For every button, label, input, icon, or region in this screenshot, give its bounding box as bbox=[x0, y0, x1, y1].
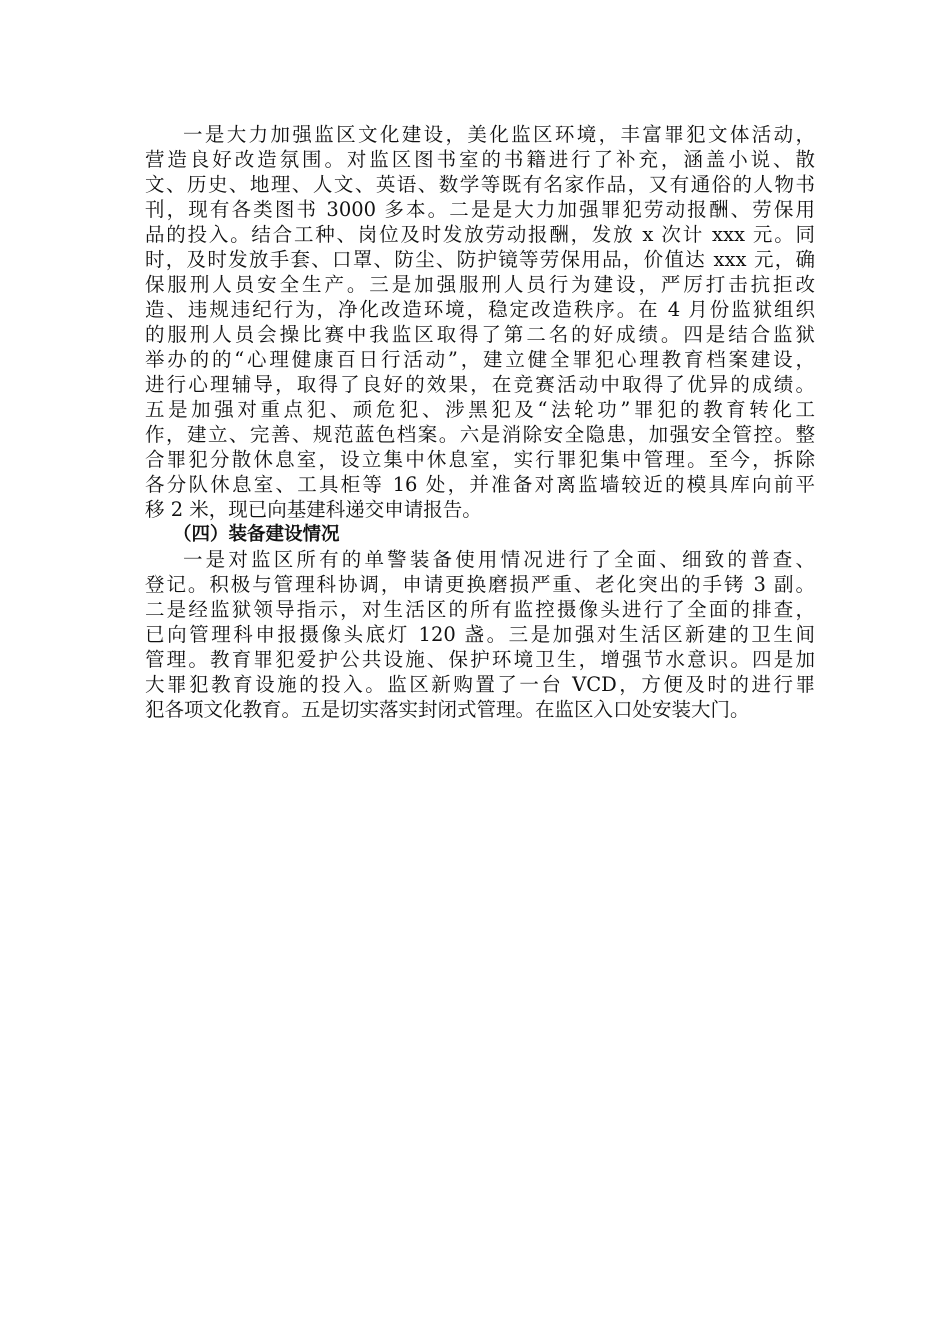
paragraph-line: 营造良好改造氛围。对监区图书室的书籍进行了补充，涵盖小说、散 bbox=[145, 148, 815, 171]
paragraph-line: 大罪犯教育设施的投入。监区新购置了一台 VCD，方便及时的进行罪 bbox=[145, 673, 815, 696]
paragraph-1 bbox=[145, 122, 815, 522]
paragraph-line: 一是对监区所有的单警装备使用情况进行了全面、细致的普查、 bbox=[183, 548, 815, 571]
paragraph-line: 一是大力加强监区文化建设，美化监区环境，丰富罪犯文体活动， bbox=[183, 123, 815, 146]
paragraph-line: 管理。教育罪犯爱护公共设施、保护环境卫生，增强节水意识。四是加 bbox=[145, 648, 815, 671]
paragraph-line: 二是经监狱领导指示，对生活区的所有监控摄像头进行了全面的排查， bbox=[145, 598, 815, 621]
paragraph-line: 品的投入。结合工种、岗位及时发放劳动报酬，发放 x 次计 xxx 元。同 bbox=[145, 223, 815, 246]
paragraph-line: 时，及时发放手套、口罩、防尘、防护镜等劳保用品，价值达 xxx 元，确 bbox=[145, 248, 815, 271]
paragraph-line: 合罪犯分散休息室，设立集中休息室，实行罪犯集中管理。至今，拆除 bbox=[145, 448, 815, 471]
paragraph-line: 犯各项文化教育。五是切实落实封闭式管理。在监区入口处安装大门。 bbox=[145, 698, 750, 721]
document-page bbox=[145, 122, 815, 722]
section-heading: （四）装备建设情况 bbox=[173, 524, 340, 545]
paragraph-line: 造、违规违纪行为，净化改造环境，稳定改造秩序。在 4 月份监狱组织 bbox=[145, 298, 815, 321]
paragraph-2 bbox=[145, 547, 815, 722]
paragraph-line: 作，建立、完善、规范蓝色档案。六是消除安全隐患，加强安全管控。整 bbox=[145, 423, 815, 446]
paragraph-line: 各分队休息室、工具柜等 16 处，并准备对离监墙较近的模具库向前平 bbox=[145, 473, 815, 496]
paragraph-line: 文、历史、地理、人文、英语、数学等既有名家作品，又有通俗的人物书 bbox=[145, 173, 815, 196]
paragraph-line: 移 2 米，现已向基建科递交申请报告。 bbox=[145, 498, 482, 521]
paragraph-line: 的服刑人员会操比赛中我监区取得了第二名的好成绩。四是结合监狱 bbox=[145, 323, 815, 346]
paragraph-line: 五是加强对重点犯、顽危犯、涉黑犯及“法轮功”罪犯的教育转化工 bbox=[145, 398, 815, 421]
paragraph-line: 登记。积极与管理科协调，申请更换磨损严重、老化突出的手铐 3 副。 bbox=[145, 573, 815, 596]
paragraph-line: 刊，现有各类图书 3000 多本。二是是大力加强罪犯劳动报酬、劳保用 bbox=[145, 198, 815, 221]
paragraph-line: 已向管理科申报摄像头底灯 120 盏。三是加强对生活区新建的卫生间 bbox=[145, 623, 815, 646]
paragraph-line: 保服刑人员安全生产。三是加强服刑人员行为建设，严厉打击抗拒改 bbox=[145, 273, 815, 296]
paragraph-line: 举办的的“心理健康百日行活动”，建立健全罪犯心理教育档案建设， bbox=[145, 348, 815, 371]
paragraph-line: 进行心理辅导，取得了良好的效果，在竞赛活动中取得了优异的成绩。 bbox=[145, 373, 815, 396]
